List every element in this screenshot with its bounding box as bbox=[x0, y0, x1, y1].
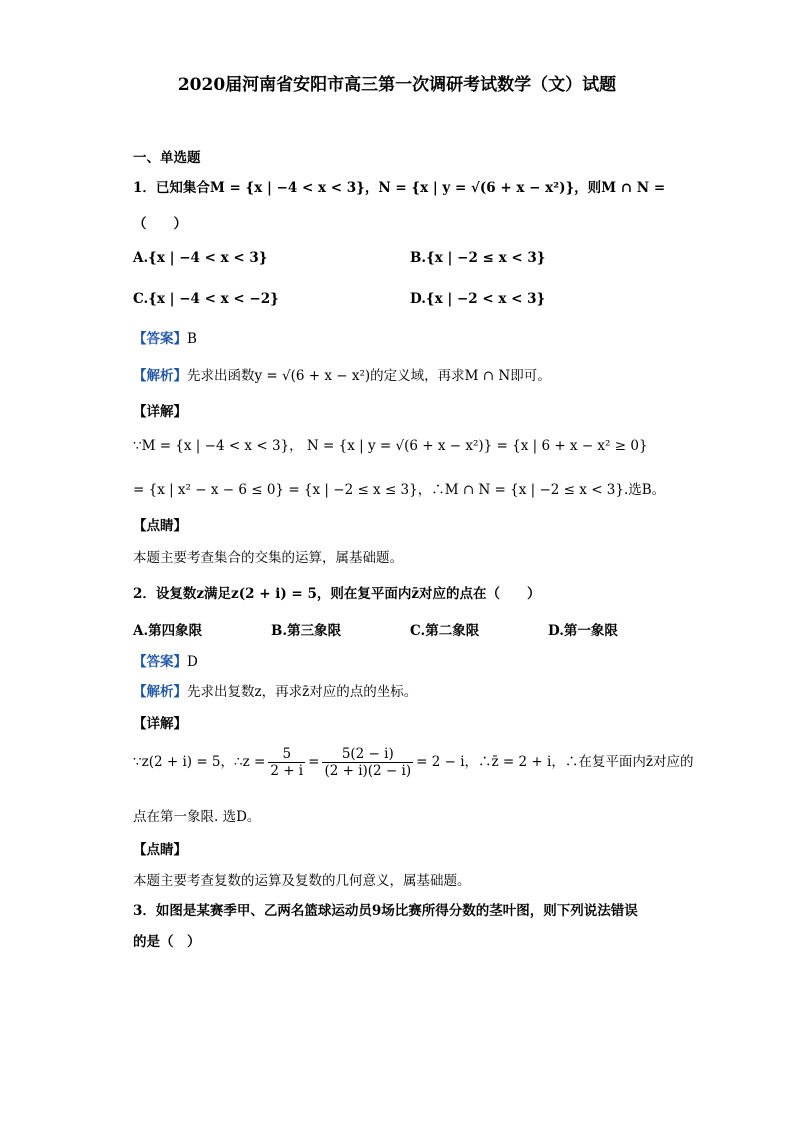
q3-stem-line2: 的是（ ） bbox=[133, 934, 201, 950]
q1-stem: 1．已知集合M = {x | −4 < x < 3}，N = {x | y = √(6 + x − x²)}，则M ∩ N = bbox=[133, 180, 666, 196]
q2-analysis-row bbox=[133, 680, 417, 700]
fraction-2 bbox=[322, 746, 413, 779]
q2-option-b: B.第三象限 bbox=[271, 623, 342, 639]
q2-answer-row bbox=[133, 650, 198, 670]
q3-stem-line1: 3．如图是某赛季甲、乙两名篮球运动员9场比赛所得分数的茎叶图，则下列说法错误 bbox=[133, 903, 638, 919]
page-title: 2020届河南省安阳市高三第一次调研考试数学（文）试题 bbox=[177, 75, 617, 95]
analysis-tag: 【解析】 bbox=[133, 684, 187, 700]
fraction-1 bbox=[268, 746, 305, 779]
q1-detail-line1: ∵M = {x | −4 < x < 3}， N = {x | y = √(6 + x − x²)} = {x | 6 + x − x² ≥ 0} bbox=[133, 438, 648, 454]
analysis-tag: 【解析】 bbox=[133, 368, 187, 384]
q2-detail-line2: 点在第一象限. 选D。 bbox=[133, 809, 261, 825]
q1-answer-row bbox=[133, 327, 197, 347]
q2-detail-line1 bbox=[133, 746, 693, 779]
equals-sign: = bbox=[308, 754, 320, 770]
q1-option-a: A.{x | −4 < x < 3} bbox=[133, 250, 268, 266]
q2-stem: 2．设复数z满足z(2 + i) = 5，则在复平面内z̄对应的点在（ ） bbox=[133, 586, 541, 602]
q2-option-a: A.第四象限 bbox=[133, 623, 203, 639]
q2-option-d: D.第一象限 bbox=[548, 623, 618, 639]
q1-analysis-row bbox=[133, 364, 551, 384]
q2-detail-a: ∵z(2 + i) = 5，∴z = bbox=[133, 754, 266, 770]
q2-comment-tag: 【点睛】 bbox=[133, 842, 187, 858]
q2-detail-b: = 2 − i，∴z̄ = 2 + i，∴在复平面内z̄对应的 bbox=[416, 754, 694, 770]
fraction-numerator: 5(2 − i) bbox=[322, 746, 413, 763]
q1-detail-tag: 【详解】 bbox=[133, 404, 187, 420]
q2-analysis: 先求出复数z，再求z̄对应的点的坐标。 bbox=[187, 684, 418, 700]
q1-paren: （ ） bbox=[133, 216, 187, 232]
q2-detail-tag: 【详解】 bbox=[133, 716, 187, 732]
q1-option-c: C.{x | −4 < x < −2} bbox=[133, 291, 279, 307]
answer-tag: 【答案】 bbox=[133, 654, 187, 670]
fraction-denominator: 2 + i bbox=[270, 763, 304, 779]
q2-comment: 本题主要考查复数的运算及复数的几何意义，属基础题。 bbox=[133, 873, 471, 889]
answer-tag: 【答案】 bbox=[133, 331, 187, 347]
q2-answer: D bbox=[187, 654, 198, 670]
q1-answer: B bbox=[187, 331, 197, 347]
q2-option-c: C.第二象限 bbox=[410, 623, 480, 639]
q1-comment-tag: 【点睛】 bbox=[133, 518, 187, 534]
fraction-denominator: (2 + i)(2 − i) bbox=[324, 763, 412, 779]
q1-option-b: B.{x | −2 ≤ x < 3} bbox=[410, 250, 546, 266]
q1-comment: 本题主要考查集合的交集的运算，属基础题。 bbox=[133, 550, 403, 566]
section-heading: 一、单选题 bbox=[133, 150, 201, 166]
q1-detail-line2: = {x | x² − x − 6 ≤ 0} = {x | −2 ≤ x ≤ 3}，∴M ∩ N = {x | −2 ≤ x < 3}.选B。 bbox=[133, 482, 666, 498]
q1-option-d: D.{x | −2 < x < 3} bbox=[410, 291, 546, 307]
q1-analysis: 先求出函数y = √(6 + x − x²)的定义域，再求M ∩ N即可。 bbox=[187, 368, 551, 384]
fraction-numerator: 5 bbox=[268, 746, 305, 763]
